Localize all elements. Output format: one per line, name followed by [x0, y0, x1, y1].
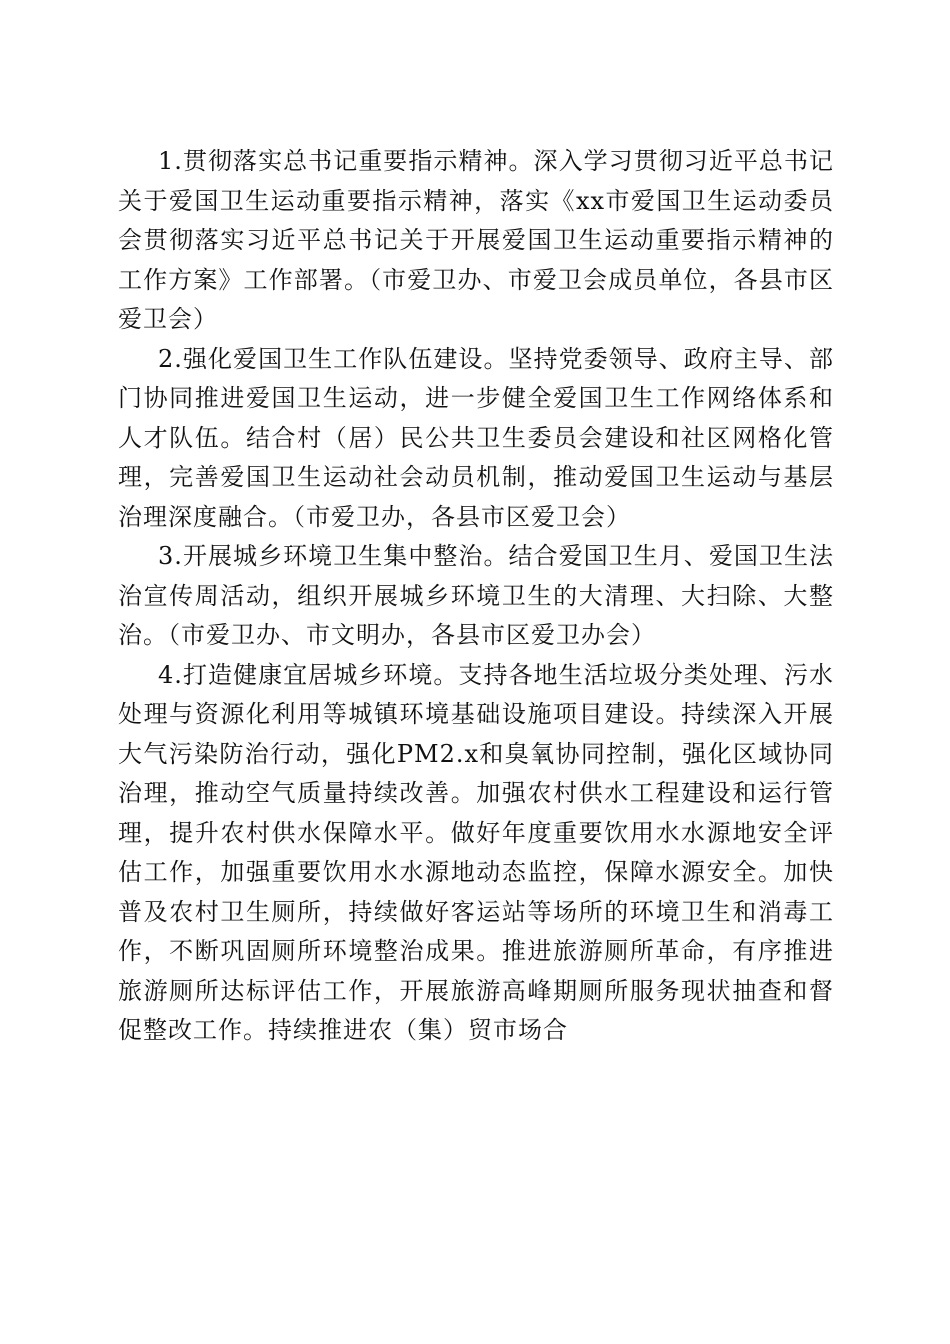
paragraph-4: 4.打造健康宜居城乡环境。支持各地生活垃圾分类处理、污水处理与资源化利用等城镇环境基础设施项目建设。持续深入开展大气污染防治行动，强化PM2.x和臭氧协同控制，强化区域协同治理，推动空气质量持续改善。加强农村供水工程建设和运行管理，提升农村供水保障水平。做好年度重要饮用水水源地安全评估工作，加强重要饮用水水源地动态监控，保障水源安全。加快普及农村卫生厕所，持续做好客运站等场所的环境卫生和消毒工作，不断巩固厕所环境整治成果。推进旅游厕所革命，有序推进旅游厕所达标评估工作，开展旅游高峰期厕所服务现状抽查和督促整改工作。持续推进农（集）贸市场合 — [118, 660, 834, 1044]
paragraph-3: 3.开展城乡环境卫生集中整治。结合爱国卫生月、爱国卫生法治宣传周活动，组织开展城乡环境卫生的大清理、大扫除、大整治。（市爱卫办、市文明办，各县市区爱卫办会） — [118, 542, 834, 649]
paragraph-2: 2.强化爱国卫生工作队伍建设。坚持党委领导、政府主导、部门协同推进爱国卫生运动，进一步健全爱国卫生工作网络体系和人才队伍。结合村（居）民公共卫生委员会建设和社区网格化管理，完善爱国卫生运动社会动员机制，推动爱国卫生运动与基层治理深度融合。（市爱卫办，各县市区爱卫会） — [118, 344, 834, 531]
paragraph-1: 1.贯彻落实总书记重要指示精神。深入学习贯彻习近平总书记关于爱国卫生运动重要指示精神，落实《xx市爱国卫生运动委员会贯彻落实习近平总书记关于开展爱国卫生运动重要指示精神的工作方案》工作部署。（市爱卫办、市爱卫会成员单位，各县市区爱卫会） — [118, 147, 834, 333]
document-body — [118, 142, 834, 1051]
